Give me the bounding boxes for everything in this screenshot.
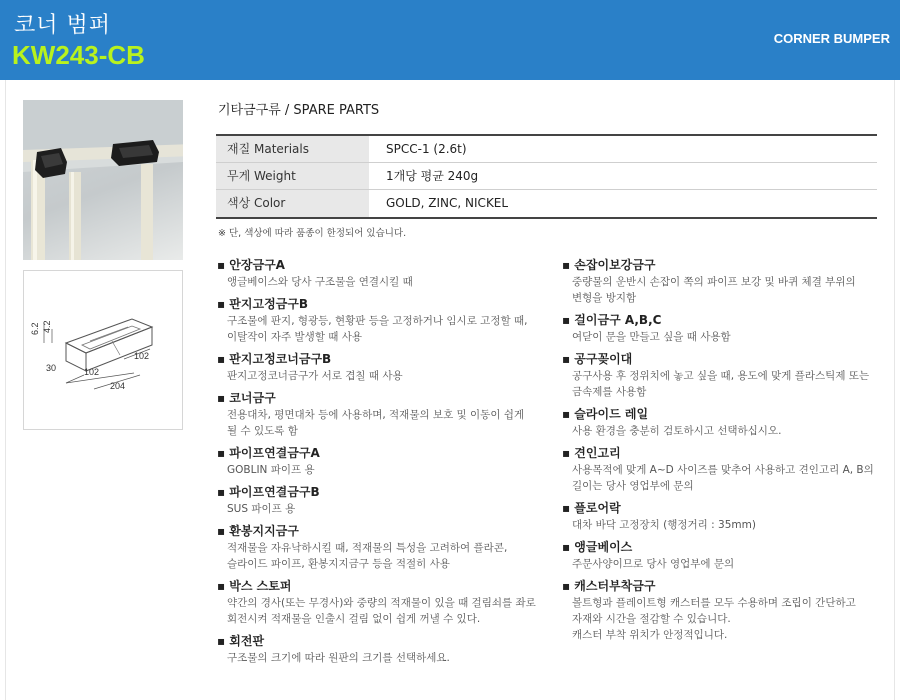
part-description: 회전시켜 적재물을 인출시 걸림 없이 쉽게 꺼낼 수 있다. (227, 613, 481, 625)
dim-label: 102 (134, 351, 150, 361)
parts-list-right (562, 257, 890, 649)
part-description: 판지고정코너금구가 서로 겹칠 때 사용 (227, 370, 403, 382)
part-description: 여닫이 문을 만들고 싶을 때 사용함 (572, 331, 731, 343)
corner-bumper-photo-illustration (23, 100, 183, 260)
part-title: ▪ 손잡이보강금구 (562, 258, 656, 272)
dimension-drawing (23, 270, 183, 430)
part-description: 사용 환경을 충분히 검토하시고 선택하십시오. (572, 425, 782, 437)
part-description: 될 수 있도록 함 (227, 425, 298, 437)
part-description: 공구사용 후 정위치에 놓고 싶을 때, 용도에 맞게 플라스틱제 또는 (572, 370, 870, 382)
product-photo (23, 100, 183, 260)
part-description: 자재와 시간을 절감할 수 있습니다. (572, 613, 731, 625)
dim-label: 6.2 (30, 322, 40, 335)
part-description: 볼트형과 플레이트형 캐스터를 모두 수용하며 조립이 간단하고 (572, 597, 856, 609)
part-title: ▪ 코너금구 (217, 391, 276, 405)
part-item (562, 351, 890, 400)
part-title: ▪ 공구꽂이대 (562, 352, 633, 366)
part-title: ▪ 슬라이드 레일 (562, 407, 649, 421)
part-description: GOBLIN 파이프 용 (227, 464, 315, 476)
part-description: 주문사양이므로 당사 영업부에 문의 (572, 558, 735, 570)
part-description: 앵글베이스와 당사 구조물을 연결시킬 때 (227, 276, 413, 288)
part-item (562, 539, 890, 572)
part-description: 캐스터 부착 위치가 안정적입니다. (572, 629, 728, 641)
part-item (562, 500, 890, 533)
part-item (217, 445, 547, 478)
part-description: 구조물에 판지, 형광등, 현황판 등을 고정하거나 임시로 고정할 때, (227, 315, 528, 327)
color-note: ※ 단, 색상에 따라 품종이 한정되어 있습니다. (218, 228, 407, 239)
part-item (217, 390, 547, 439)
part-description: 이탈작이 자주 발생할 때 사용 (227, 331, 363, 343)
part-title: ▪ 파이프연결금구A (217, 446, 320, 460)
part-item (217, 578, 547, 627)
product-code: KW243-CB (12, 40, 145, 70)
spec-row-color (216, 190, 877, 217)
part-title: ▪ 캐스터부착금구 (562, 579, 656, 593)
part-item (217, 351, 547, 384)
dim-label: 102 (84, 367, 100, 377)
part-description: SUS 파이프 용 (227, 503, 296, 515)
part-item (217, 633, 547, 666)
part-item (562, 445, 890, 494)
part-title: ▪ 견인고리 (562, 446, 621, 460)
spec-value: SPCC-1 (2.6t) (386, 142, 467, 156)
spec-table (216, 134, 877, 219)
spec-row-materials (216, 136, 877, 163)
header-bar (0, 0, 900, 80)
part-description: 약간의 경사(또는 무경사)와 중량의 적재물이 있을 때 걸림쇠를 좌로 (227, 597, 536, 609)
part-title: ▪ 앵글베이스 (562, 540, 633, 554)
part-title: ▪ 환봉지지금구 (217, 524, 299, 538)
dim-label: 4.2 (42, 320, 52, 333)
part-description: 변형을 방지함 (572, 292, 637, 304)
part-title: ▪ 판지고정금구B (217, 297, 309, 311)
spec-label: 무게 Weight (216, 163, 369, 189)
part-description: 구조물의 크기에 따라 원판의 크기를 선택하세요. (227, 652, 450, 664)
part-title: ▪ 안장금구A (217, 258, 285, 272)
part-item (562, 257, 890, 306)
part-item (217, 296, 547, 345)
spec-value: GOLD, ZINC, NICKEL (386, 196, 509, 210)
part-description: 중량물의 운반시 손잡이 쪽의 파이프 보강 및 바퀴 체결 부위의 (572, 276, 856, 288)
part-description: 적재물을 자유낙하시킬 때, 적재물의 특성을 고려하여 플라콘, (227, 542, 508, 554)
spec-label: 재질 Materials (216, 136, 369, 162)
part-title: ▪ 플로어락 (562, 501, 621, 515)
dim-label: 30 (46, 363, 57, 373)
part-title: ▪ 파이프연결금구B (217, 485, 320, 499)
part-description: 길이는 당사 영업부에 문의 (572, 480, 694, 492)
parts-list-left (217, 257, 547, 672)
product-title-english: CORNER BUMPER (773, 31, 890, 46)
part-description: 사용목적에 맞게 A~D 사이즈를 맞추어 사용하고 견인고리 A, B의 (572, 464, 874, 476)
part-title: ▪ 회전판 (217, 634, 265, 648)
part-description: 대차 바닥 고정장치 (행정거리 : 35mm) (572, 519, 756, 531)
part-description: 전용대차, 평면대차 등에 사용하며, 적재물의 보호 및 이동이 쉽게 (227, 409, 525, 421)
part-item (217, 484, 547, 517)
part-description: 금속제를 사용함 (572, 386, 647, 398)
part-title: ▪ 걸이금구 A,B,C (562, 313, 662, 327)
part-title: ▪ 박스 스토퍼 (217, 579, 292, 593)
product-title-korean: 코너 범퍼 (14, 13, 112, 38)
part-description: 슬라이드 파이프, 환봉지지금구 등을 적절히 사용 (227, 558, 450, 570)
spec-row-weight (216, 163, 877, 190)
part-item (562, 406, 890, 439)
section-title: 기타금구류 / SPARE PARTS (218, 103, 380, 118)
dim-label: 204 (110, 381, 126, 391)
part-title: ▪ 판지고정코너금구B (217, 352, 332, 366)
spec-value: 1개당 평균 240g (386, 169, 479, 183)
part-item (217, 257, 547, 290)
spec-label: 색상 Color (216, 190, 369, 217)
part-item (217, 523, 547, 572)
part-item (562, 578, 890, 643)
part-item (562, 312, 890, 345)
